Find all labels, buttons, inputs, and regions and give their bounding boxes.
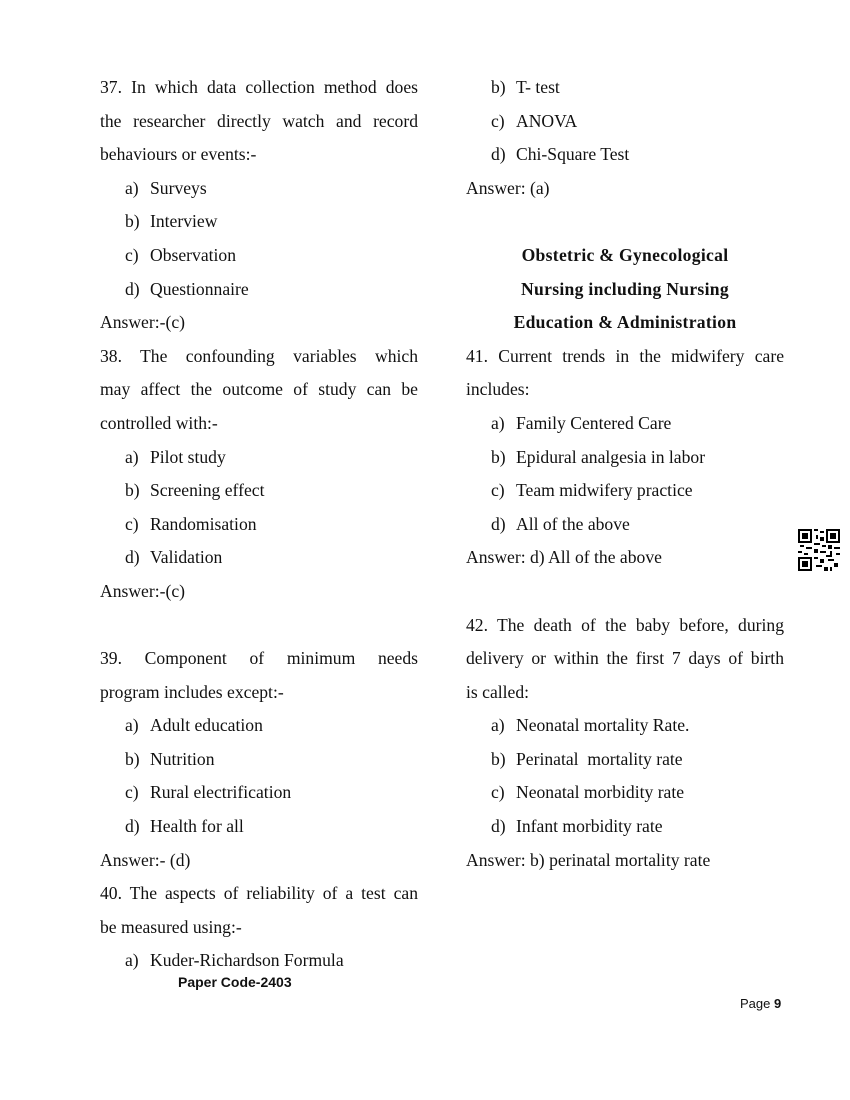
question-38-line-2: may affect the outcome of study can be	[100, 379, 418, 400]
question-41-option-d: d) All of the above	[491, 513, 630, 534]
question-42-option-d: d) Infant morbidity rate	[491, 816, 663, 837]
page-number	[740, 996, 781, 1011]
section-heading-line-2: Nursing including Nursing	[521, 278, 729, 299]
question-41-option-c: c) Team midwifery practice	[491, 480, 693, 501]
question-37-line-3: behaviours or events:-	[100, 144, 257, 165]
question-37-option-d: d) Questionnaire	[125, 278, 249, 299]
question-37-answer: Answer:-(c)	[100, 312, 185, 333]
question-42-line-1: 42. The death of the baby before, during	[466, 614, 784, 635]
question-40-line-2: be measured using:-	[100, 916, 242, 937]
question-39-option-a: a) Adult education	[125, 715, 263, 736]
page-number-value: 9	[774, 996, 782, 1011]
question-40-answer: Answer: (a)	[466, 177, 550, 198]
question-39-line-1: 39. Component of minimum needs	[100, 648, 418, 669]
section-heading-line-3: Education & Administration	[513, 312, 737, 333]
question-41-option-b: b) Epidural analgesia in labor	[491, 446, 706, 467]
question-37-line-1: 37. In which data collection method does	[100, 77, 418, 97]
question-38-answer: Answer:-(c)	[100, 580, 185, 601]
question-40-option-c: c) ANOVA	[491, 110, 578, 131]
page-label: Page	[740, 996, 771, 1011]
question-37-option-b: b) Interview	[125, 211, 218, 232]
question-41-line-2: includes:	[466, 379, 530, 400]
question-39-answer: Answer:- (d)	[100, 849, 191, 870]
question-40-line-1: 40. The aspects of reliability of a test can	[100, 883, 418, 904]
question-39-option-d: d) Health for all	[125, 816, 244, 837]
question-38-option-a: a) Pilot study	[125, 446, 226, 467]
spacer	[100, 609, 418, 643]
question-41-answer: Answer: d) All of the above	[466, 547, 662, 568]
section-heading-line-1: Obstetric & Gynecological	[521, 244, 729, 265]
question-39-option-c: c) Rural electrification	[125, 782, 292, 803]
question-42-option-c: c) Neonatal morbidity rate	[491, 782, 685, 803]
question-37-option-a: a) Surveys	[125, 177, 207, 198]
question-42-option-a: a) Neonatal mortality Rate.	[491, 715, 690, 736]
question-37-line-2: the researcher directly watch and record	[100, 110, 418, 131]
question-41-option-a: a) Family Centered Care	[491, 412, 672, 433]
spacer	[466, 575, 784, 609]
question-42-line-2: delivery or within the first 7 days of birth	[466, 648, 784, 669]
question-42-answer: Answer: b) perinatal mortality rate	[466, 849, 711, 870]
question-40-option-a: a) Kuder-Richardson Formula	[125, 950, 344, 971]
question-42-line-3: is called:	[466, 681, 530, 702]
question-38-option-d: d) Validation	[125, 547, 223, 568]
question-39-line-2: program includes except:-	[100, 681, 284, 702]
qr-code-icon	[798, 529, 840, 571]
spacer	[466, 205, 784, 239]
question-39-option-b: b) Nutrition	[125, 748, 215, 769]
question-38-line-3: controlled with:-	[100, 412, 218, 433]
question-37-option-c: c) Observation	[125, 244, 236, 265]
paper-code: Paper Code-2403	[178, 974, 292, 990]
question-41-line-1: 41. Current trends in the midwifery care	[466, 345, 784, 366]
question-38-option-b: b) Screening effect	[125, 480, 265, 501]
question-38-line-1: 38. The confounding variables which	[100, 345, 418, 366]
left-column	[100, 71, 418, 978]
question-38-option-c: c) Randomisation	[125, 513, 257, 534]
question-42-option-b: b) Perinatal mortality rate	[491, 748, 683, 769]
right-column	[466, 71, 784, 877]
question-40-option-d: d) Chi-Square Test	[491, 144, 630, 165]
question-40-option-b: b) T- test	[491, 77, 560, 97]
